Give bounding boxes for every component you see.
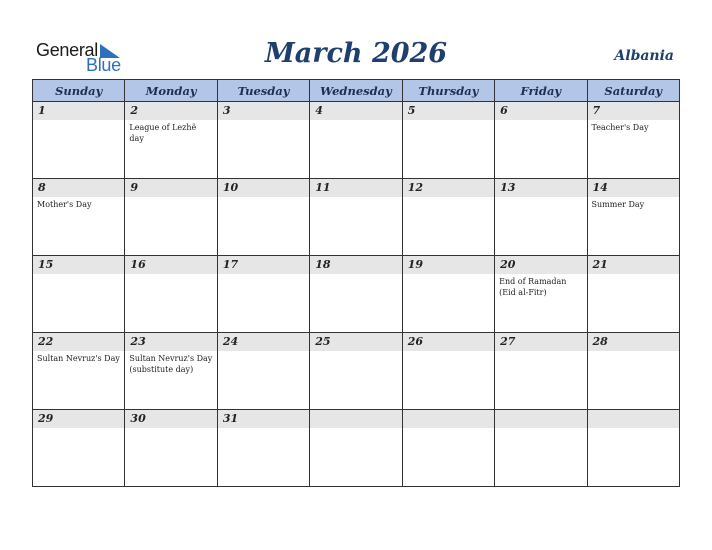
week-row — [33, 410, 680, 487]
day-cell — [402, 256, 494, 333]
week-row — [33, 179, 680, 256]
holiday-label — [310, 428, 401, 430]
holiday-label — [588, 351, 679, 353]
day-number: 14 — [588, 179, 679, 197]
day-number: 17 — [218, 256, 309, 274]
day-cell — [33, 410, 125, 487]
holiday-label — [218, 428, 309, 430]
day-number: 5 — [403, 102, 494, 120]
day-cell — [587, 102, 679, 179]
day-number: 26 — [403, 333, 494, 351]
holiday-label — [125, 197, 216, 199]
holiday-label: League of Lezhë day — [129, 123, 197, 143]
day-number: 18 — [310, 256, 401, 274]
day-number: 3 — [218, 102, 309, 120]
day-number: 10 — [218, 179, 309, 197]
day-cell — [587, 410, 679, 487]
day-number: 27 — [495, 333, 586, 351]
holiday-label — [310, 351, 401, 353]
holiday-label — [218, 197, 309, 199]
holiday-label — [218, 274, 309, 276]
day-number: 6 — [495, 102, 586, 120]
holiday-label — [495, 197, 586, 199]
week-row — [33, 256, 680, 333]
holiday-label: Teacher's Day — [591, 123, 649, 132]
calendar-grid — [32, 79, 680, 487]
day-cell — [217, 179, 309, 256]
holiday-label — [403, 120, 494, 122]
day-number: 11 — [310, 179, 401, 197]
weekday-header-row — [33, 80, 680, 102]
day-cell — [125, 333, 217, 410]
holiday-label — [495, 351, 586, 353]
day-number: 24 — [218, 333, 309, 351]
day-number: 8 — [33, 179, 124, 197]
holiday-label — [403, 197, 494, 199]
holiday-label — [218, 120, 309, 122]
holiday-label — [403, 351, 494, 353]
day-cell — [495, 333, 587, 410]
holiday-label: Sultan Nevruz's Day (substitute day) — [129, 354, 213, 374]
day-cell — [495, 256, 587, 333]
day-number: 28 — [588, 333, 679, 351]
day-number: 25 — [310, 333, 401, 351]
day-cell — [402, 102, 494, 179]
day-cell — [125, 410, 217, 487]
day-number — [310, 410, 401, 428]
country-label: Albania — [614, 48, 674, 64]
holiday-label: Mother's Day — [37, 200, 92, 209]
holiday-label — [33, 120, 124, 122]
day-number: 13 — [495, 179, 586, 197]
day-cell — [217, 410, 309, 487]
holiday-label — [403, 274, 494, 276]
day-cell — [125, 102, 217, 179]
holiday-label — [495, 120, 586, 122]
day-cell — [495, 102, 587, 179]
holiday-label — [125, 274, 216, 276]
day-number: 29 — [33, 410, 124, 428]
day-cell — [587, 179, 679, 256]
weekday-header: Monday — [125, 80, 217, 102]
day-cell — [402, 333, 494, 410]
calendar-title: March 2026 — [264, 38, 448, 69]
holiday-label — [588, 428, 679, 430]
holiday-label: End of Ramadan (Eid al-Fitr) — [499, 277, 567, 297]
day-cell — [495, 410, 587, 487]
day-cell — [310, 102, 402, 179]
holiday-label — [310, 197, 401, 199]
week-row — [33, 102, 680, 179]
day-cell — [33, 102, 125, 179]
day-cell — [217, 102, 309, 179]
day-cell — [310, 179, 402, 256]
holiday-label — [310, 120, 401, 122]
day-cell — [402, 410, 494, 487]
weekday-header: Thursday — [402, 80, 494, 102]
day-cell — [33, 179, 125, 256]
day-number: 2 — [125, 102, 216, 120]
day-number: 21 — [588, 256, 679, 274]
day-cell — [33, 333, 125, 410]
holiday-label — [495, 428, 586, 430]
day-cell — [217, 256, 309, 333]
holiday-label — [125, 428, 216, 430]
day-cell — [310, 410, 402, 487]
day-number: 30 — [125, 410, 216, 428]
day-number: 23 — [125, 333, 216, 351]
weekday-header: Saturday — [587, 80, 679, 102]
holiday-label — [310, 274, 401, 276]
holiday-label — [588, 274, 679, 276]
holiday-label — [33, 428, 124, 430]
day-cell — [125, 256, 217, 333]
day-cell — [310, 256, 402, 333]
day-cell — [125, 179, 217, 256]
day-number: 22 — [33, 333, 124, 351]
day-number: 16 — [125, 256, 216, 274]
holiday-label: Summer Day — [591, 200, 645, 209]
day-cell — [587, 333, 679, 410]
holiday-label — [33, 274, 124, 276]
day-number — [588, 410, 679, 428]
weekday-header: Friday — [495, 80, 587, 102]
day-number: 31 — [218, 410, 309, 428]
day-number: 4 — [310, 102, 401, 120]
day-number: 20 — [495, 256, 586, 274]
weekday-header: Sunday — [33, 80, 125, 102]
weekday-header: Wednesday — [310, 80, 402, 102]
day-number: 9 — [125, 179, 216, 197]
day-cell — [587, 256, 679, 333]
day-number: 19 — [403, 256, 494, 274]
day-number: 12 — [403, 179, 494, 197]
day-cell — [310, 333, 402, 410]
day-cell — [495, 179, 587, 256]
day-number: 15 — [33, 256, 124, 274]
day-number: 1 — [33, 102, 124, 120]
holiday-label: Sultan Nevruz's Day — [37, 354, 120, 363]
day-number — [403, 410, 494, 428]
day-cell — [402, 179, 494, 256]
brand-name-general: General — [36, 40, 98, 60]
weekday-header: Tuesday — [217, 80, 309, 102]
day-number — [495, 410, 586, 428]
week-row — [33, 333, 680, 410]
holiday-label — [218, 351, 309, 353]
day-number: 7 — [588, 102, 679, 120]
day-cell — [33, 256, 125, 333]
brand-name-blue: Blue — [86, 55, 121, 75]
day-cell — [217, 333, 309, 410]
holiday-label — [403, 428, 494, 430]
